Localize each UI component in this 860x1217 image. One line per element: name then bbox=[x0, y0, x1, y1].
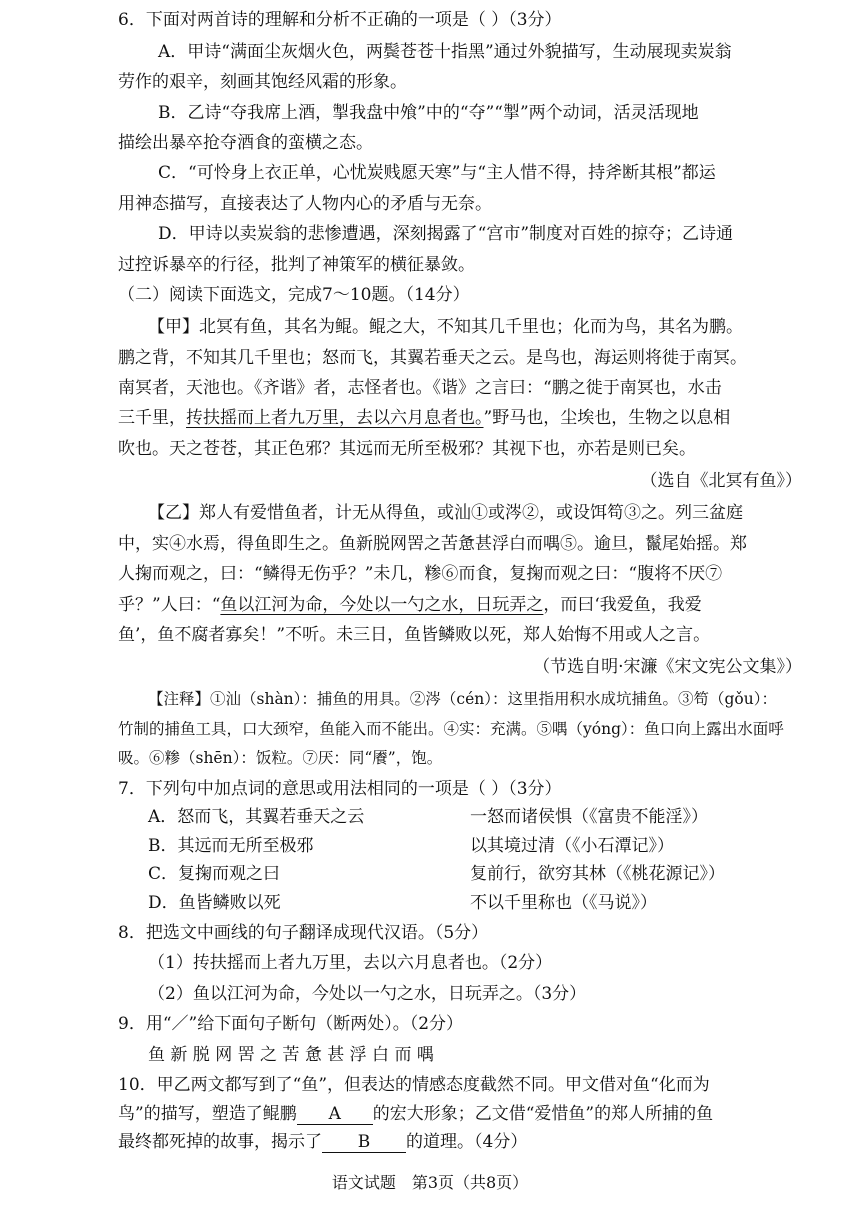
passage-yi-line4-end: ，而曰‘我爱鱼，我爱 bbox=[543, 594, 702, 615]
passage-yi-line3: 人掬而观之，曰：“鳞得无伤乎？”未几，糁⑥而食，复掬而观之曰：“腹将不厌⑦ bbox=[118, 564, 723, 585]
q6-option-b-line2: 描绘出暴卒抢夺酒食的蛮横之态。 bbox=[118, 133, 373, 154]
q10-line2 bbox=[118, 1102, 713, 1126]
q10-line3 bbox=[118, 1130, 527, 1154]
q7-option-c-right: 复前行，欲穷其林（《桃花源记》） bbox=[470, 864, 725, 885]
q6-option-d-line1: D．甲诗以卖炭翁的悲惨遭遇，深刻揭露了“宫市”制度对百姓的掠夺；乙诗通 bbox=[158, 224, 734, 245]
annotation-line3: 吸。⑥糁（shēn）：饭粒。⑦厌：同“餍”，饱。 bbox=[118, 749, 443, 768]
passage-jia-line2: 鹏之背，不知其几千里也；怒而飞，其翼若垂天之云。是鸟也，海运则将徙于南冥。 bbox=[118, 347, 747, 368]
q8-sentence-2: （2）鱼以江河为命，今处以一勺之水，日玩弄之。（3分） bbox=[148, 983, 587, 1004]
page-footer: 语文试题 第3页（共8页） bbox=[331, 1173, 529, 1192]
q7-stem: 7．下列句中加点词的意思或用法相同的一项是（ ）（3分） bbox=[118, 778, 562, 799]
passage-jia-line1: 【甲】北冥有鱼，其名为鲲。鲲之大，不知其几千里也；化而为鸟，其名为鹏。 bbox=[148, 317, 743, 338]
q6-option-c-line2: 用神态描写，直接表达了人物内心的矛盾与无奈。 bbox=[118, 193, 492, 214]
answer-blank-a[interactable]: A bbox=[297, 1104, 373, 1125]
passage-yi-line1: 【乙】郑人有爱惜鱼者，计无从得鱼，或汕①或涔②，或设饵笱③之。列三盆庭 bbox=[148, 503, 743, 524]
passage-yi-line5: 鱼’，鱼不腐者寡矣！”不听。未三日，鱼皆鳞败以死，郑人始悔不用或人之言。 bbox=[118, 624, 711, 645]
q8-sentence-1: （1）抟扶摇而上者九万里，去以六月息者也。（2分） bbox=[148, 953, 553, 974]
q7-option-a-right: 一怒而诸侯惧（《富贵不能淫》） bbox=[470, 807, 708, 828]
passage-jia-line4 bbox=[118, 406, 730, 430]
q8-stem: 8．把选文中画线的句子翻译成现代汉语。（5分） bbox=[118, 923, 489, 944]
passage-yi-line4-start: 乎？”人曰：“ bbox=[118, 594, 221, 615]
q6-option-a-line2: 劳作的艰辛，刻画其饱经风霜的形象。 bbox=[118, 72, 407, 93]
q7-option-b-right: 以其境过清（《小石潭记》） bbox=[470, 835, 674, 856]
q7-option-d-right: 不以千里称也（《马说》） bbox=[470, 892, 657, 913]
annotation-line2: 竹制的捕鱼工具，口大颈窄，鱼能入而不能出。④实：充满。⑤喁（yóng）：鱼口向上露出水面呼 bbox=[118, 719, 784, 738]
q6-option-d-line2: 过控诉暴卒的行径，批判了神策军的横征暴敛。 bbox=[118, 254, 475, 275]
section2-title: （二）阅读下面选文，完成7～10题。（14分） bbox=[118, 284, 470, 305]
q10-line2-end: 的宏大形象；乙文借“爱惜鱼”的郑人所捕的鱼 bbox=[372, 1103, 714, 1124]
passage-jia-line3: 南冥者，天池也。《齐谐》者，志怪者也。《谐》之言曰：“鹏之徙于南冥也，水击 bbox=[118, 378, 722, 399]
underlined-sentence-2: 鱼以江河为命，今处以一勺之水，日玩弄之 bbox=[220, 594, 544, 615]
q10-line3-start: 最终都死掉的故事，揭示了 bbox=[118, 1132, 322, 1152]
q6-option-b-line1: B．乙诗“夺我席上酒，掣我盘中飧”中的“夺”“掣”两个动词，活灵活现地 bbox=[158, 102, 699, 123]
q10-line2-start: 鸟”的描写，塑造了鲲鹏 bbox=[118, 1103, 297, 1124]
q7-option-c-left: C．复掬而观之曰 bbox=[148, 864, 281, 885]
q7-option-b-left: B．其远而无所至极邪 bbox=[148, 835, 314, 856]
q9-stem: 9．用“／”给下面句子断句（断两处）。（2分） bbox=[118, 1014, 464, 1035]
annotation-line1: 【注释】①汕（shàn）：捕鱼的用具。②涔（cén）：这里指用积水成坑捕鱼。③笱（gǒu）： bbox=[148, 690, 777, 709]
q9-sentence: 鱼 新 脱 网 罟 之 苦 惫 甚 浮 白 而 喁 bbox=[148, 1044, 434, 1065]
passage-jia-line5: 吹也。天之苍苍，其正色邪？其远而无所至极邪？其视下也，亦若是则已矣。 bbox=[118, 438, 696, 459]
q10-line3-end: 的道理。（4分） bbox=[406, 1132, 528, 1152]
passage-jia-line4-end: ”野马也，尘埃也，生物之以息相 bbox=[483, 408, 731, 429]
underlined-sentence-1: 抟扶摇而上者九万里，去以六月息者也。 bbox=[186, 408, 484, 429]
q7-option-d-left: D．鱼皆鳞败以死 bbox=[148, 892, 281, 913]
passage-yi-source: （节选自明·宋濂《宋文宪公文集》） bbox=[533, 657, 802, 678]
passage-jia-source: （选自《北冥有鱼》） bbox=[640, 471, 802, 492]
q6-option-c-line1: C．“可怜身上衣正单，心忧炭贱愿天寒”与“主人惜不得，持斧断其根”都运 bbox=[158, 163, 716, 184]
q6-option-a-line1: A．甲诗“满面尘灰烟火色，两鬓苍苍十指黑”通过外貌描写，生动展现卖炭翁 bbox=[158, 41, 732, 62]
q6-stem: 6．下面对两首诗的理解和分析不正确的一项是（ ）（3分） bbox=[118, 9, 562, 30]
passage-jia-line4-start: 三千里， bbox=[118, 408, 186, 429]
answer-blank-b[interactable]: B bbox=[322, 1132, 406, 1153]
q7-option-a-left: A．怒而飞，其翼若垂天之云 bbox=[148, 807, 365, 828]
passage-yi-line4 bbox=[118, 593, 702, 617]
q10-line1: 10．甲乙两文都写到了“鱼”，但表达的情感态度截然不同。甲文借对鱼“化而为 bbox=[118, 1075, 710, 1096]
passage-yi-line2: 中，实④水焉，得鱼即生之。鱼新脱网罟之苦惫甚浮白而喁⑤。逾旦，鬣尾始摇。郑 bbox=[118, 533, 747, 554]
